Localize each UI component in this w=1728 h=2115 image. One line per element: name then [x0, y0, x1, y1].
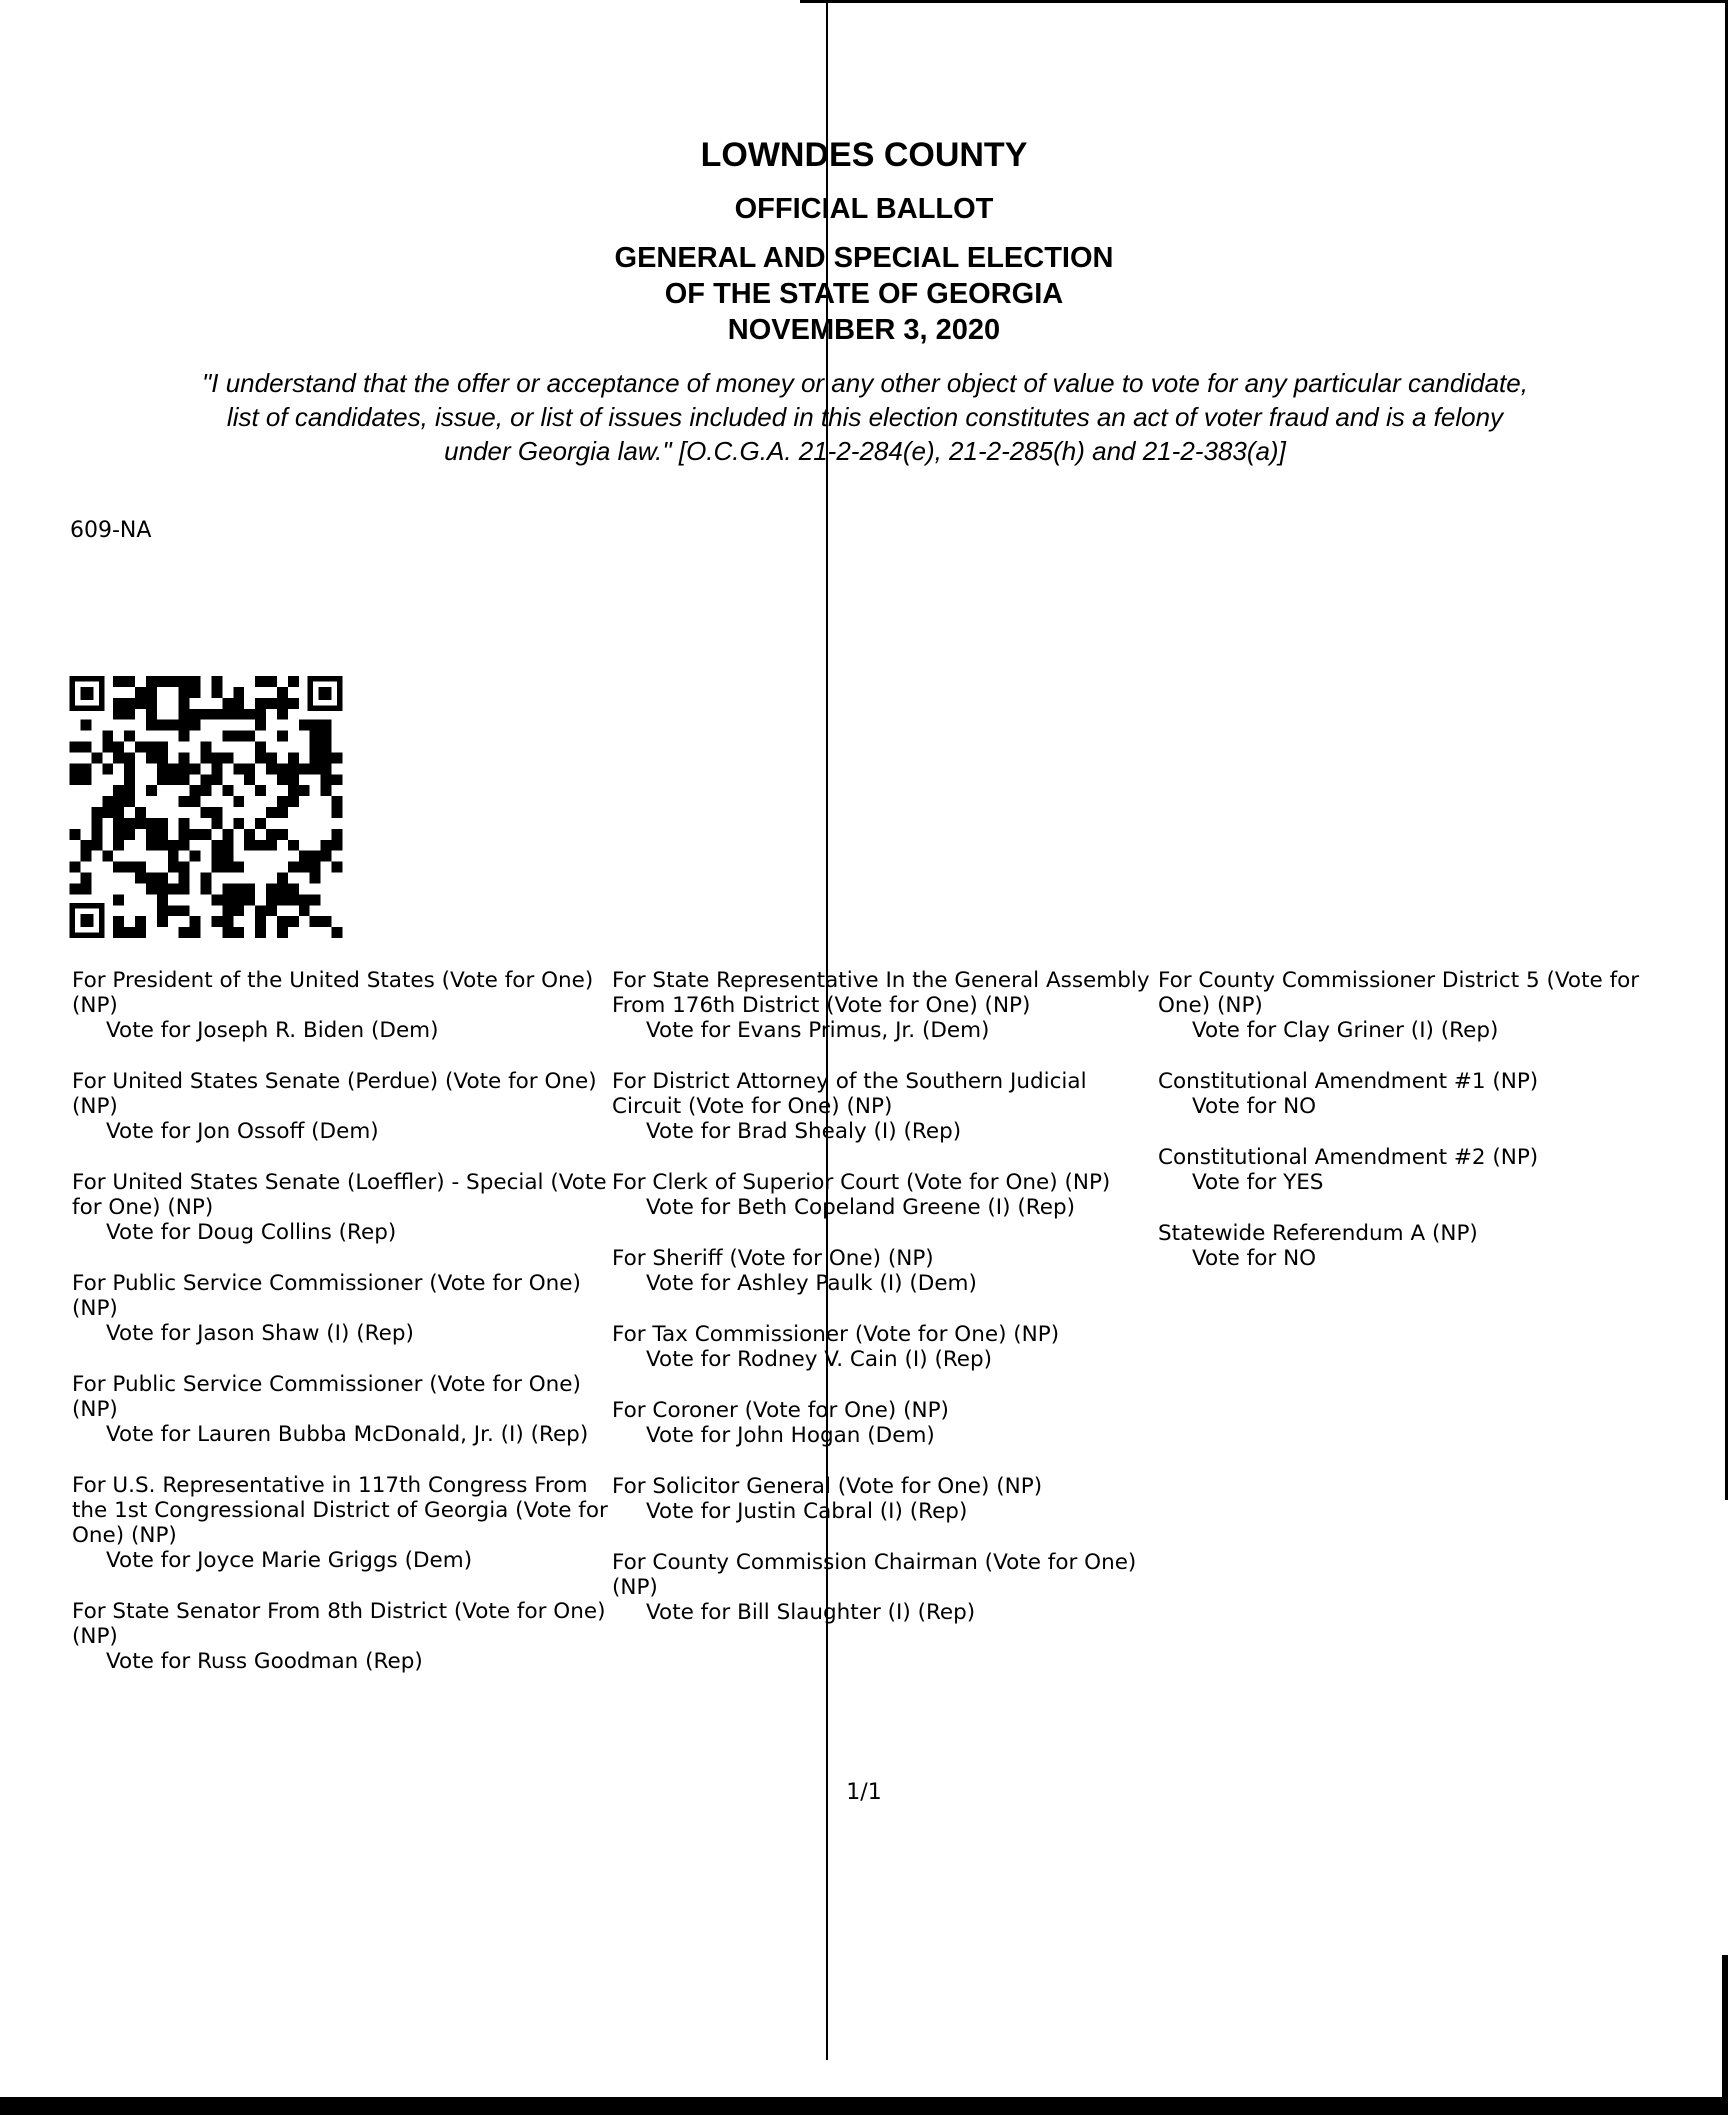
contest-title: For United States Senate (Perdue) (Vote for One) (NP)	[72, 1069, 597, 1119]
contest	[72, 1372, 612, 1447]
contest-choice: Vote for Jon Ossoff (Dem)	[106, 1119, 379, 1144]
contest-choice: Vote for Lauren Bubba McDonald, Jr. (I) (Rep)	[106, 1422, 589, 1447]
contest-choice: Vote for John Hogan (Dem)	[646, 1423, 935, 1448]
scan-edge-bottom	[0, 2097, 1728, 2115]
contest-choice: Vote for YES	[1192, 1170, 1324, 1195]
contest-choice: Vote for Doug Collins (Rep)	[106, 1220, 397, 1245]
election-date: NOVEMBER 3, 2020	[727, 314, 1001, 346]
contest	[612, 1322, 1152, 1372]
contest	[72, 1271, 612, 1346]
contest	[72, 968, 612, 1043]
contest	[1158, 968, 1698, 1043]
contest	[1158, 1145, 1698, 1195]
contest	[612, 1398, 1152, 1448]
contest-choice: Vote for Beth Copeland Greene (I) (Rep)	[646, 1195, 1075, 1220]
contest-choice: Vote for Justin Cabral (I) (Rep)	[646, 1499, 968, 1524]
contest	[72, 1473, 612, 1573]
contest-title: Statewide Referendum A (NP)	[1158, 1221, 1478, 1246]
contest-choice: Vote for NO	[1192, 1094, 1317, 1119]
oath-line-2: list of candidates, issue, or list of issues included in this election constitutes an act of voter fraud and is a felony	[226, 402, 1504, 432]
contest-choice: Vote for Joseph R. Biden (Dem)	[106, 1018, 439, 1043]
voter-oath	[40, 366, 1690, 468]
contest	[612, 1474, 1152, 1524]
county-title: LOWNDES COUNTY	[700, 136, 1028, 174]
ballot-column-3	[1158, 968, 1698, 1297]
contest	[72, 1069, 612, 1144]
contest	[1158, 1069, 1698, 1119]
contest	[612, 1550, 1152, 1625]
contest	[612, 1170, 1152, 1220]
contest	[612, 1069, 1152, 1144]
contest	[612, 1246, 1152, 1296]
contest	[1158, 1221, 1698, 1271]
qr-code-icon	[68, 676, 344, 938]
contest-title: Constitutional Amendment #2 (NP)	[1158, 1145, 1539, 1170]
contest-choice: Vote for Brad Shealy (I) (Rep)	[646, 1119, 962, 1144]
contest-choice: Vote for Ashley Paulk (I) (Dem)	[646, 1271, 977, 1296]
contest-title: For State Representative In the General Assembly From 176th District (Vote for One) (NP)	[612, 968, 1150, 1018]
contest-choice: Vote for Bill Slaughter (I) (Rep)	[646, 1600, 976, 1625]
contest-choice: Vote for NO	[1192, 1246, 1317, 1271]
contest	[72, 1170, 612, 1245]
contest-title: For County Commissioner District 5 (Vote for One) (NP)	[1158, 968, 1640, 1018]
contest-title: For Clerk of Superior Court (Vote for One) (NP)	[612, 1170, 1111, 1195]
contest-title: For United States Senate (Loeffler) - Special (Vote for One) (NP)	[72, 1170, 607, 1220]
contest-title: Constitutional Amendment #1 (NP)	[1158, 1069, 1539, 1094]
election-line-2: OF THE STATE OF GEORGIA	[664, 278, 1064, 310]
contest	[612, 968, 1152, 1043]
ballot-style-id: 609-NA	[70, 518, 152, 543]
ballot-column-2	[612, 968, 1152, 1651]
contest-choice: Vote for Evans Primus, Jr. (Dem)	[646, 1018, 990, 1043]
oath-line-1: "I understand that the offer or acceptance of money or any other object of value to vote for any particular candidate,	[202, 368, 1528, 398]
contest-title: For Public Service Commissioner (Vote for One) (NP)	[72, 1372, 581, 1422]
scan-edge-top	[800, 0, 1728, 3]
contest-title: For Tax Commissioner (Vote for One) (NP)	[612, 1322, 1060, 1347]
contest-title: For U.S. Representative in 117th Congress From the 1st Congressional District of Georgia (Vote for One) (NP)	[72, 1473, 608, 1548]
contest-choice: Vote for Rodney V. Cain (I) (Rep)	[646, 1347, 993, 1372]
contest-title: For Sheriff (Vote for One) (NP)	[612, 1246, 934, 1271]
contest-choice: Vote for Jason Shaw (I) (Rep)	[106, 1321, 414, 1346]
contest	[72, 1599, 612, 1674]
contest-title: For County Commission Chairman (Vote for One) (NP)	[612, 1550, 1137, 1600]
ballot-column-1	[72, 968, 612, 1700]
contest-title: For Coroner (Vote for One) (NP)	[612, 1398, 949, 1423]
ballot-type: OFFICIAL BALLOT	[734, 193, 994, 225]
election-line-1: GENERAL AND SPECIAL ELECTION	[614, 242, 1114, 274]
contest-title: For President of the United States (Vote for One) (NP)	[72, 968, 594, 1018]
contest-title: For Solicitor General (Vote for One) (NP)	[612, 1474, 1043, 1499]
contest-choice: Vote for Russ Goodman (Rep)	[106, 1649, 423, 1674]
contest-title: For Public Service Commissioner (Vote for One) (NP)	[72, 1271, 581, 1321]
oath-line-3: under Georgia law." [O.C.G.A. 21-2-284(e), 21-2-285(h) and 21-2-383(a)]	[444, 436, 1286, 466]
contest-choice: Vote for Joyce Marie Griggs (Dem)	[106, 1548, 473, 1573]
scan-edge-corner	[1722, 1955, 1728, 2115]
contest-title: For State Senator From 8th District (Vote for One) (NP)	[72, 1599, 606, 1649]
page-number: 1/1	[846, 1780, 882, 1805]
contest-choice: Vote for Clay Griner (I) (Rep)	[1192, 1018, 1499, 1043]
ballot-header	[0, 130, 1728, 348]
contest-title: For District Attorney of the Southern Judicial Circuit (Vote for One) (NP)	[612, 1069, 1087, 1119]
